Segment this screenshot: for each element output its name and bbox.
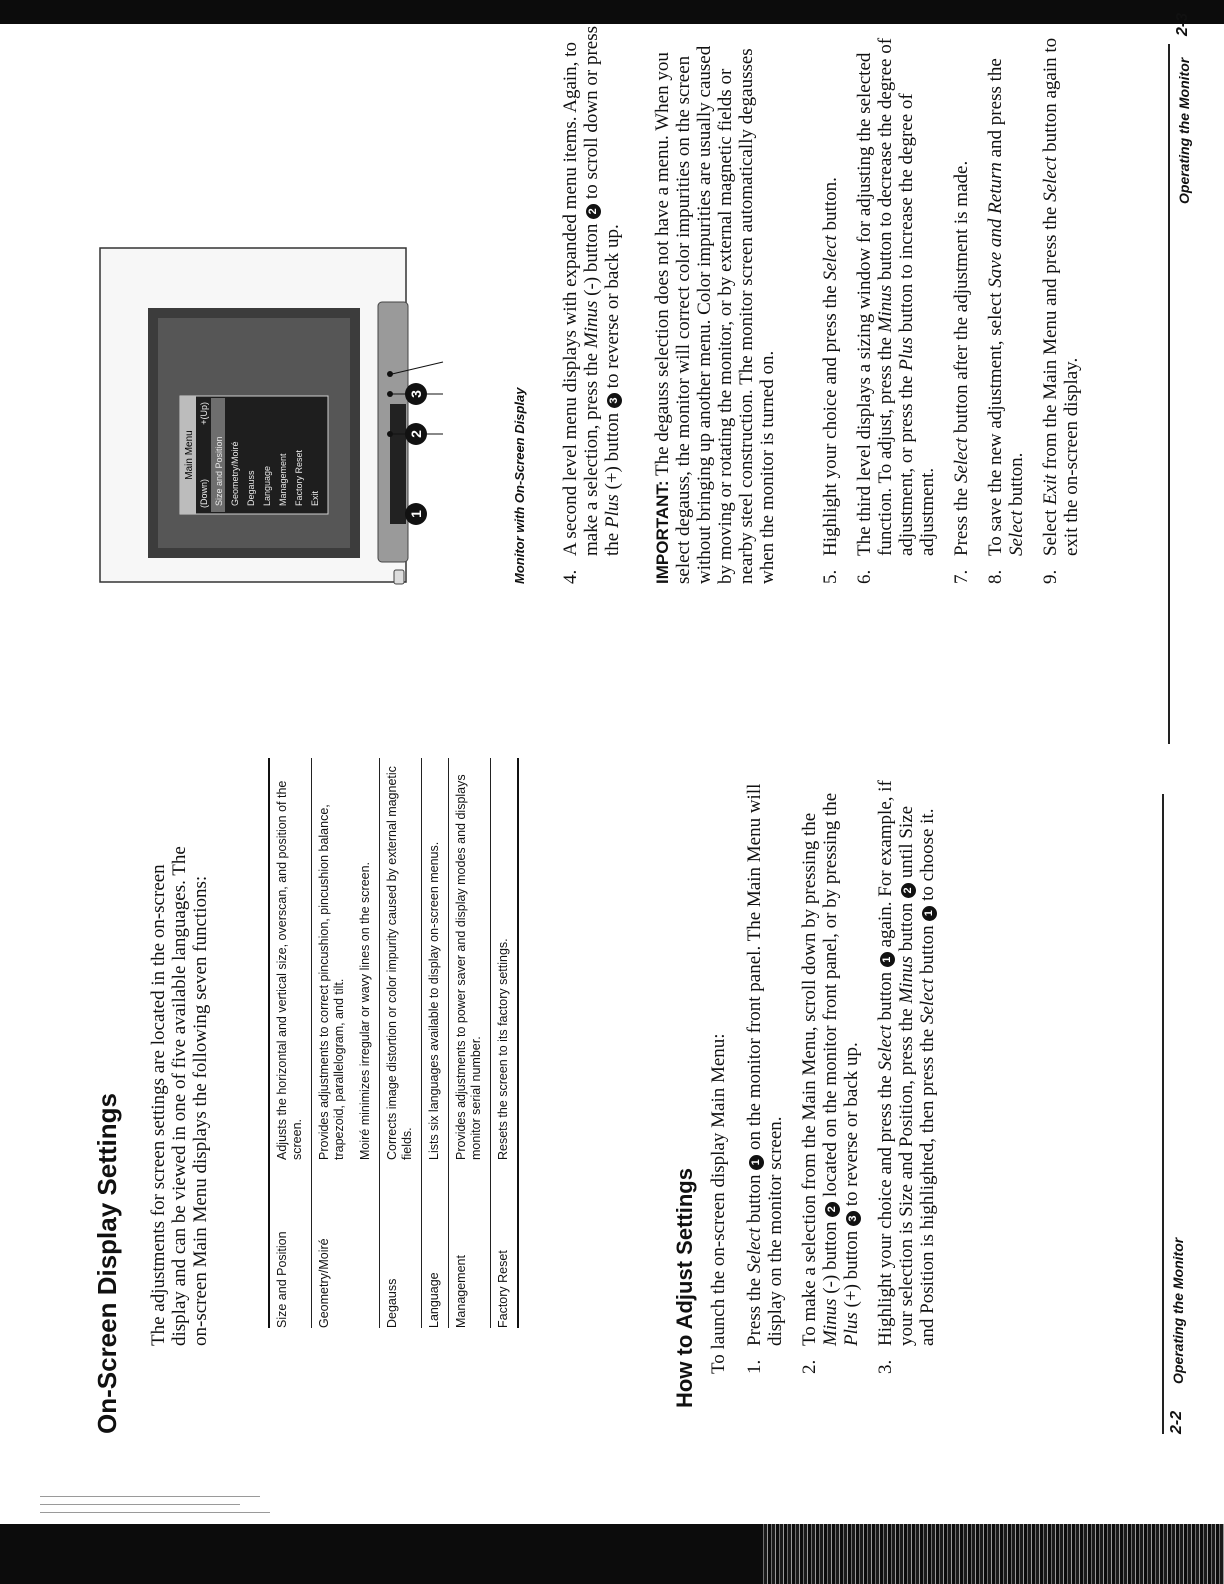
button-callout-icon: 2 [901,883,916,898]
step-text: A second level menu displays with expanded menu items. Again, to make a selection, press the [560,42,602,556]
step-item [951,24,972,584]
emphasis: Select [1040,156,1061,202]
step-text: button again to exit the on-screen display. [1040,37,1082,556]
callout-number: 1 [408,510,424,518]
function-description: Provides adjustments to power saver and display modes and displays monitor serial number. [454,774,483,1160]
emphasis: Exit [1040,474,1061,505]
step-text: Highlight your choice and press the [875,1070,896,1346]
step-text: button [896,897,917,957]
step-text: To make a selection from the Main Menu, scroll down by pressing the [799,812,820,1346]
function-description: Moiré minimizes irregular or wavy lines on the screen. [358,861,372,1160]
intro-paragraph: The adjustments for screen settings are located in the on-screen display and can be viewed in one of five available languages. The on-screen Main Menu displays the following seven functions: [148,846,211,1346]
emphasis: Select [1006,510,1027,556]
step-item [854,24,938,584]
step-number: 5. [820,569,841,584]
step-text: The third level displays a sizing window for adjusting the selected function. To adjust, press the [854,52,896,556]
step-text: (+) button [602,408,623,495]
emphasis: Plus [896,337,917,371]
steps-list-right [560,24,636,584]
button-callout-icon: 3 [607,393,622,408]
step-item [875,774,938,1374]
emphasis: Select [744,1227,765,1274]
emphasis: Plus [841,1312,862,1346]
step-item [1040,24,1082,584]
callout-number: 2 [408,430,424,438]
step-item [985,24,1027,584]
step-number: 4. [560,569,581,584]
step-text: Press the [744,1273,765,1346]
step-number: 7. [951,569,972,584]
function-row [491,758,519,1328]
step-text: on the monitor front panel. The Main Menu will display on the monitor screen. [744,783,786,1346]
important-label: IMPORTANT: [653,480,672,584]
footer-rule-right [1168,44,1170,744]
how-to-heading: How to Adjust Settings [672,1168,697,1408]
callout-number: 3 [408,390,424,398]
step-text: button to decrease the degree of adjustment, or press the [875,37,917,556]
function-description: Adjusts the horizontal and vertical size, overscan, and position of the screen. [275,780,304,1160]
functions-table [268,758,519,1328]
function-name: Size and Position [275,1231,289,1328]
monitor-foot [394,570,404,584]
osd-menu-item: Management [278,453,288,506]
function-row [312,758,354,1328]
step-text: Select [1040,504,1061,556]
footer-left: Operating the Monitor [1170,1237,1186,1384]
step-text: located on the monitor front panel, or by pressing the [820,792,841,1202]
step-text: (-) button [820,1216,841,1299]
page-number-left: 2-2 [1168,1410,1185,1434]
step-number: 1. [744,1359,765,1374]
function-name: Factory Reset [496,1250,510,1328]
step-text: To save the new adjustment, select [985,287,1006,556]
how-to-intro: To launch the on-screen display Main Menu: [708,1033,729,1374]
button-callout-icon: 1 [749,1155,764,1170]
step-text: button. [820,177,841,236]
emphasis: Save and Return [985,162,1006,288]
step-text: to reverse or back up. [602,224,623,394]
step-item [560,24,623,584]
monitor-figure [98,244,424,584]
osd-menu-item: Size and Position [214,436,224,506]
emphasis: Select [951,437,972,484]
footer-rule-left [1162,794,1164,1434]
step-number: 8. [985,569,1006,584]
function-description: Provides adjustments to correct pincushion, pincushion balance, trapezoid, parallelogram, and tilt. [317,804,346,1160]
step-text: button to increase the degree of adjustment. [896,93,938,556]
emphasis: Plus [602,494,623,529]
function-name [353,1160,380,1328]
osd-menu-item: Exit [310,490,320,506]
function-row [422,758,449,1328]
function-name: Geometry/Moiré [317,1238,331,1328]
button-callout-icon: 2 [825,1202,840,1217]
step-text: button [917,920,938,979]
osd-menu-title: Main Menu [184,430,195,480]
emphasis: Minus [581,300,602,349]
emphasis: Minus [875,284,896,333]
osd-menu-item: Geometry/Moiré [230,441,240,506]
control-strip [390,404,406,524]
function-row [353,758,380,1328]
function-row [380,758,422,1328]
button-callout-icon: 1 [880,952,895,967]
monitor-illustration [98,244,424,584]
function-row [449,758,491,1328]
emphasis: Minus [820,1298,841,1346]
function-description: Lists six languages available to display on-screen menus. [427,841,441,1160]
step-text: button after the adjustment is made. [951,160,972,438]
step-text: from the Main Menu and press the [1040,201,1061,475]
osd-menu-item: Degauss [246,470,256,506]
footer-right: Operating the Monitor [1176,57,1192,204]
step-text: to reverse or back up. [841,1042,862,1212]
steps-list-right-2 [820,24,1095,584]
step-number: 3. [875,1359,896,1374]
step-text: (-) button [581,218,602,301]
osd-menu-item: Factory Reset [294,449,304,506]
step-text: to choose it. [917,808,938,906]
page-title: On-Screen Display Settings [92,1093,122,1434]
step-text: to scroll down or press the [581,25,623,556]
button-callout-icon: 3 [846,1211,861,1226]
osd-down-label: (Down) [199,478,209,508]
step-text: until Size and Position is highlighted, then press the [896,805,938,1346]
step-number: 2. [799,1359,820,1374]
step-text: (+) button [841,1226,862,1313]
step-number: 6. [854,569,875,584]
step-text: button. [1006,452,1027,511]
emphasis: Select [875,1025,896,1071]
emphasis: Minus [896,956,917,1004]
function-description: Corrects image distortion or color impurity caused by external magnetic fields. [385,766,414,1160]
page-number-right: 2-3 [1174,12,1191,36]
step-item [799,774,862,1374]
emphasis: Select [820,235,841,281]
function-row [269,758,312,1328]
step-text: Highlight your choice and press the [820,280,841,556]
step-text: and press the [985,58,1006,163]
step-item [744,774,786,1374]
step-number: 9. [1040,569,1061,584]
emphasis: Select [917,978,938,1025]
step-item [820,24,841,584]
osd-up-label: +(Up) [199,402,209,425]
osd-menu-item: Language [262,465,272,506]
important-note [652,24,778,584]
step-text: button [744,1169,765,1228]
button-callout-icon: 2 [586,204,601,219]
button-callout-icon: 1 [922,906,937,921]
step-text: again. For example, if your selection is Size and Position, press the [875,780,917,1346]
function-name: Degauss [385,1278,399,1328]
figure-caption: Monitor with On-Screen Display [512,387,527,584]
steps-list-left [744,774,951,1374]
step-text: button [875,967,896,1026]
function-description: Resets the screen to its factory settings. [496,938,510,1160]
function-name: Language [427,1272,441,1328]
function-name: Management [454,1255,468,1328]
step-text: Press the [951,483,972,556]
important-text: The degauss selection does not have a menu. When you select degauss, the monitor will correct color impurities on the screen without bringing up another menu. Color impurities are usually caused by moving or rotating the monitor, or by external magnetic fields or nearby steel construction. The monitor screen automatically degausses when the monitor is turned on. [652,45,778,584]
